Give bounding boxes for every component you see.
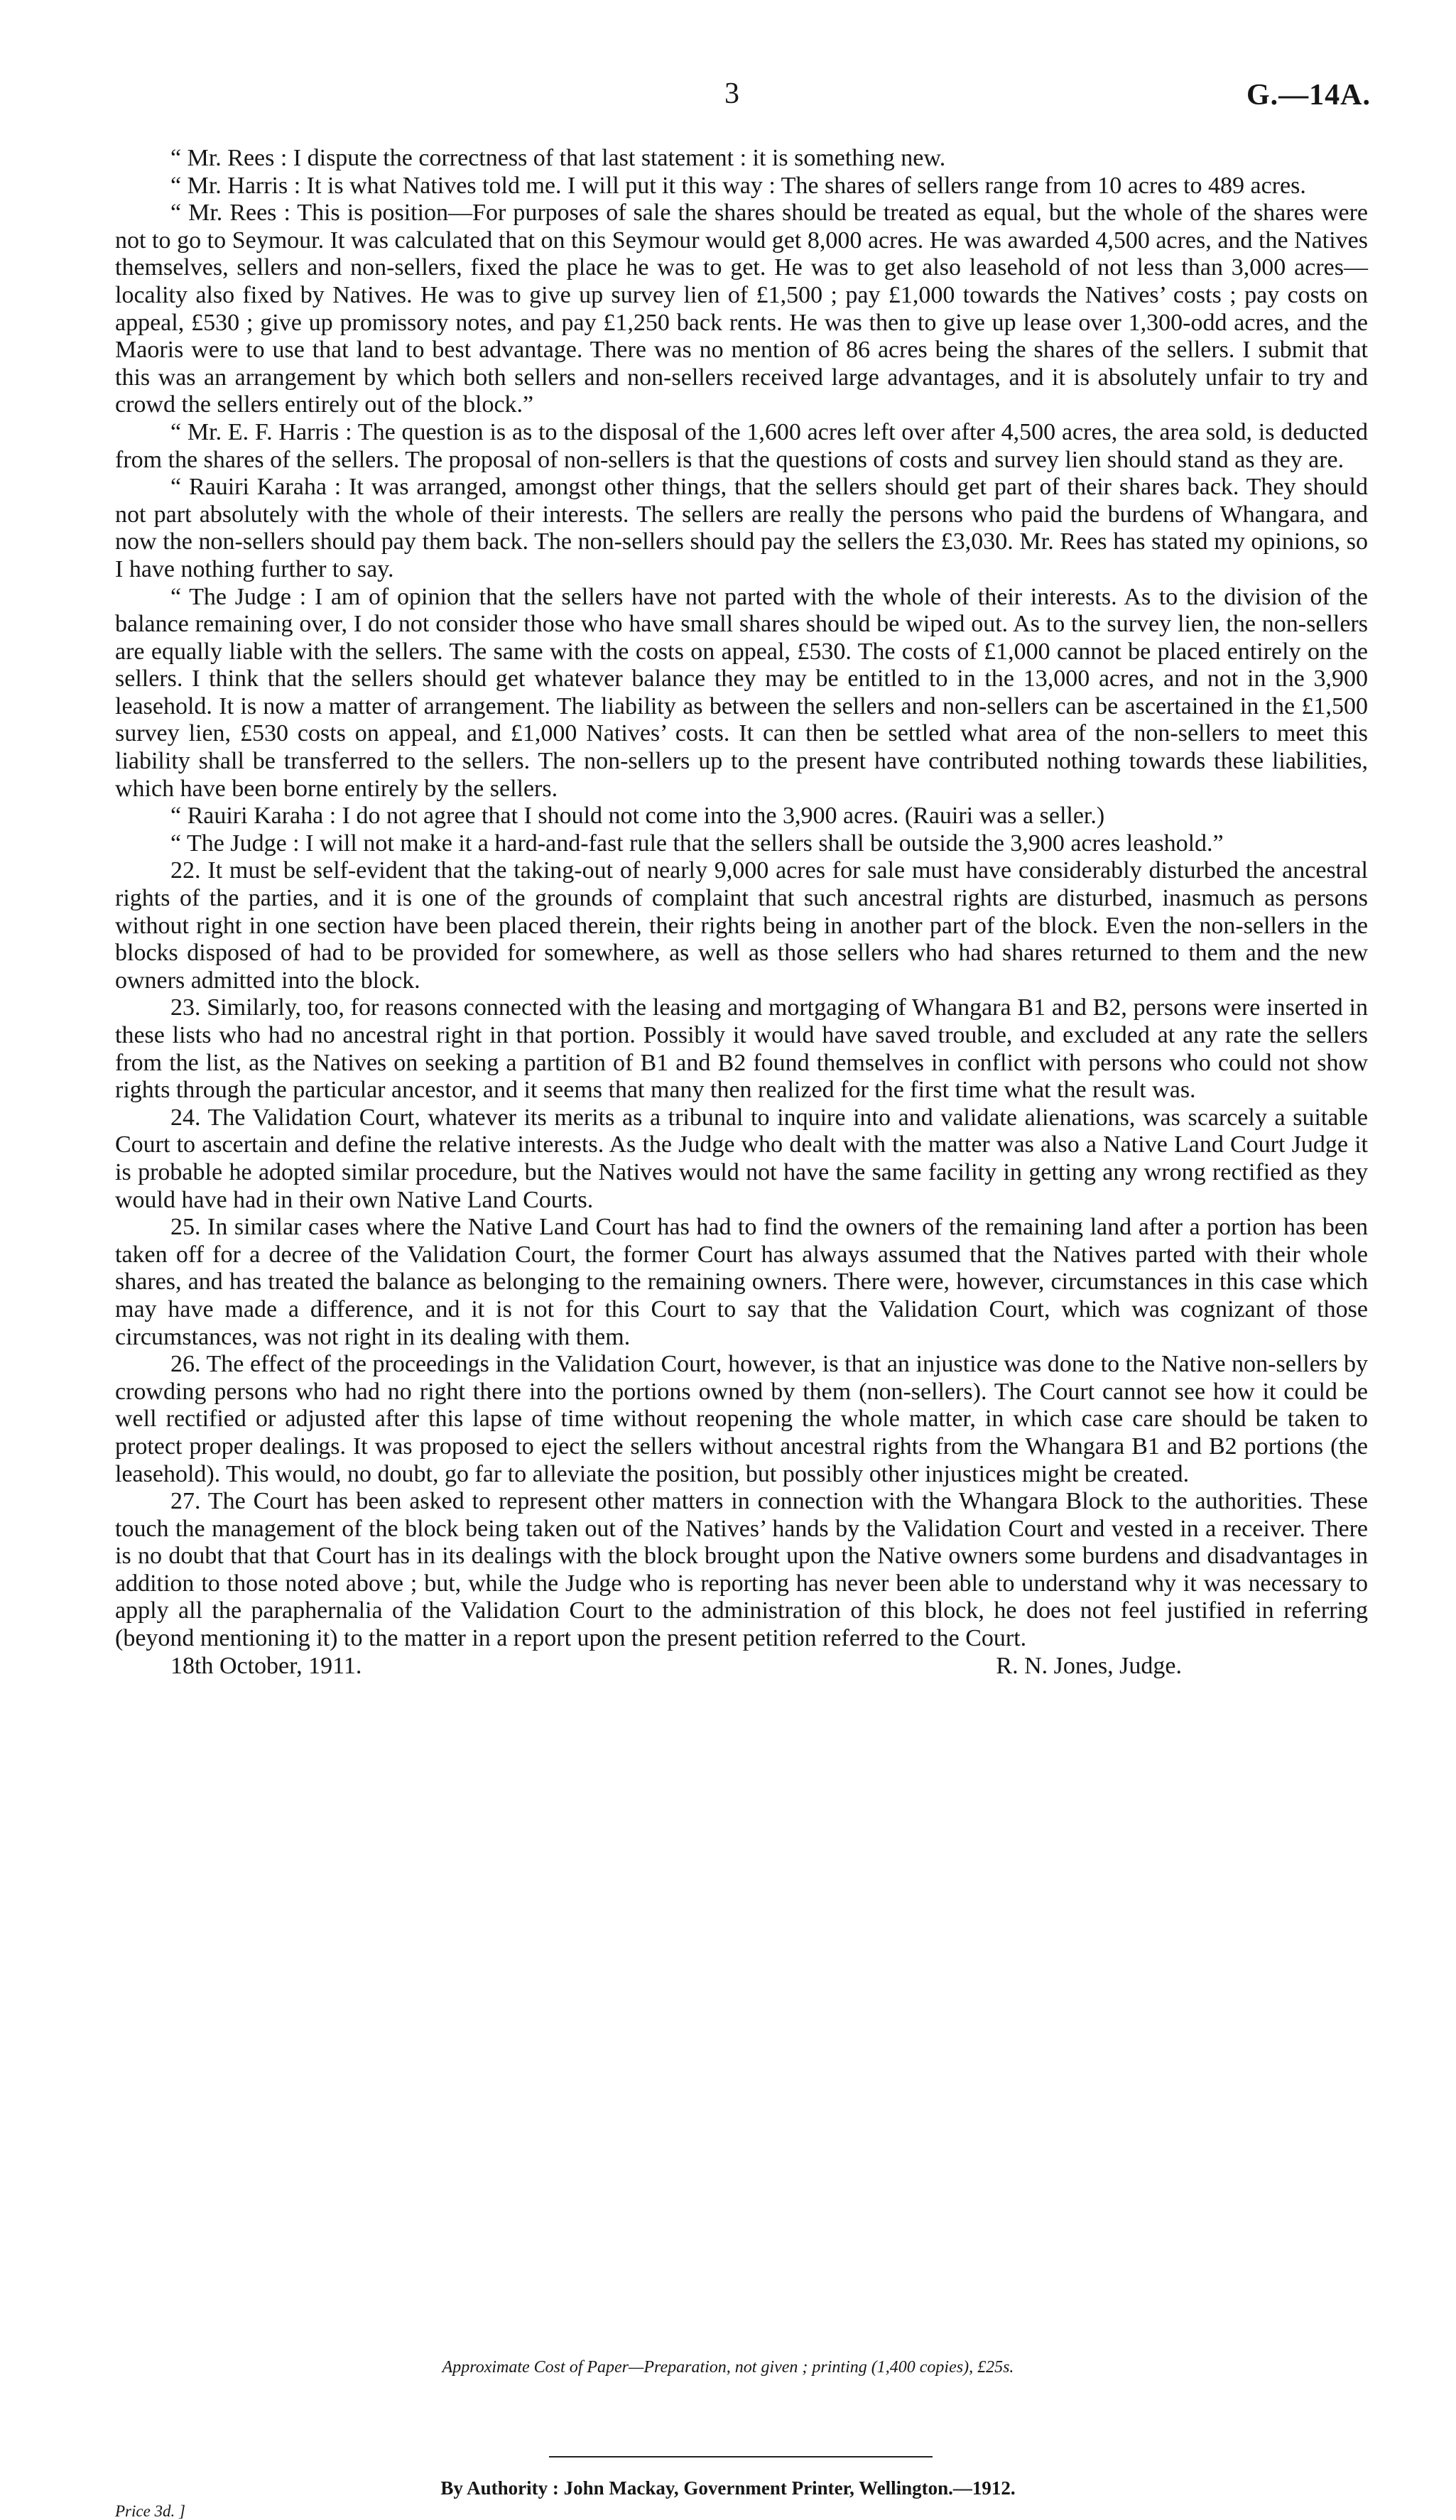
paragraph: “ The Judge : I am of opinion that the sellers have not parted with the whole of their interests. As to the division of the balance remaining over, I do not consider those who have small shares should be wiped out. As to the survey lien, the non-sellers are equally liable with the sellers. The same with the costs on appeal, £530. The costs of £1,000 cannot be placed entirely on the sellers. I think that the sellers should get whatever balance they may be entitled to in the 13,000 acres, and not in the 3,900 leasehold. It is now a matter of arrangement. The liability as between the sellers and non-sellers can be ascertained in the £1,500 survey lien, £530 costs on appeal, and £1,000 Natives’ costs. It can then be settled what area of the non-sellers to meet this liability shall be transferred to the sellers. The non-sellers up to the present have contributed nothing towards these liabilities, which have been borne entirely by the sellers. <box>115 583 1368 802</box>
paragraph: “ The Judge : I will not make it a hard-and-fast rule that the sellers shall be outside the 3,900 acres leashold.” <box>170 830 1224 857</box>
document-reference: G.—14A. <box>1246 79 1371 112</box>
paragraph: “ Mr. E. F. Harris : The question is as to the disposal of the 1,600 acres left over after 4,500 acres, the area sold, is deducted from the shares of the sellers. The proposal of non-sellers is that the questions of costs and survey lien should stand as they are. <box>115 418 1368 473</box>
paragraph: 25. In similar cases where the Native Land Court has had to find the owners of the remaining land after a portion has been taken off for a decree of the Validation Court, the former Court has always assumed that the Natives parted with their whole shares, and has treated the balance as belonging to the remaining owners. There were, however, circumstances in this case which may have made a difference, and it is not for this Court to say that the Validation Court, which was cognizant of those circumstances, was not right in its dealing with them. <box>115 1214 1368 1350</box>
paragraph: 22. It must be self-evident that the taking-out of nearly 9,000 acres for sale must have considerably disturbed the ancestral rights of the parties, and it is one of the grounds of complaint that such ancestral rights are disturbed, inasmuch as persons without right in one section have been placed therein, their rights being in another part of the block. Even the non-sellers in the blocks disposed of had to be provided for somewhere, as well as those sellers who had shares returned to them and the new owners admitted into the block. <box>115 857 1368 994</box>
cost-footnote: Approximate Cost of Paper—Preparation, not given ; printing (1,400 copies), £25s. <box>442 2358 1014 2377</box>
body-text <box>115 145 1368 1681</box>
paragraph: “ Rauiri Karaha : It was arranged, amongst other things, that the sellers should get part of their shares back. They should not part absolutely with the whole of their interests. The sellers are really the persons who paid the burdens of Whangara, and now the non-sellers should pay them back. The non-sellers should pay the sellers the £3,030. Mr. Rees has stated my opinions, so I have nothing further to say. <box>115 474 1368 582</box>
page-number: 3 <box>724 77 739 110</box>
paragraph: 23. Similarly, too, for reasons connected with the leasing and mortgaging of Whangara B1 and B2, persons were inserted in these lists who had no ancestral right in that portion. Possibly it would have saved trouble, and excluded at any rate the sellers from the list, as the Natives on seeking a partition of B1 and B2 found themselves in conflict with persons who could not show rights through the particular ancestor, and it seems that many then realized for the first time what the result was. <box>115 994 1368 1104</box>
paragraph: “ Mr. Rees : This is position—For purposes of sale the shares should be treated as equal, but the whole of the shares were not to go to Seymour. It was calculated that on this Seymour would get 8,000 acres. He was awarded 4,500 acres, and the Natives themselves, sellers and non-sellers, fixed the place he was to get. He was to get also leasehold of not less than 3,000 acres—locality also fixed by Natives. He was to give up survey lien of £1,500 ; pay £1,000 towards the Natives’ costs ; pay costs on appeal, £530 ; give up promissory notes, and pay £1,250 back rents. He was then to give up lease over 1,300-odd acres, and the Maoris were to use that land to best advantage. There was no mention of 86 acres being the shares of the sellers. I submit that this was an arrangement by which both sellers and non-sellers received large advantages, and it is absolutely unfair to try and crowd the sellers entirely out of the block.” <box>115 200 1368 418</box>
paragraph: “ Mr. Harris : It is what Natives told me. I will put it this way : The shares of sellers range from 10 acres to 489 acres. <box>170 172 1306 199</box>
paragraph: 27. The Court has been asked to represent other matters in connection with the Whangara Block to the authorities. These touch the management of the block being taken out of the Natives’ hands by the Validation Court and vested in a receiver. There is no doubt that that Court has in its dealings with the block brought upon the Native owners some burdens and disadvantages in addition to those noted above ; but, while the Judge who is reporting has never been able to understand why it was necessary to apply all the paraphernalia of the Validation Court to the administration of this block, he does not feel justified in referring (beyond mentioning it) to the matter in a report upon the present petition referred to the Court. <box>115 1488 1368 1652</box>
signature-name: R. N. Jones, Judge. <box>996 1652 1182 1679</box>
signature-date: 18th October, 1911. <box>170 1652 362 1679</box>
paragraph: “ Rauiri Karaha : I do not agree that I should not come into the 3,900 acres. (Rauiri was a seller.) <box>170 803 1105 830</box>
paragraph: “ Mr. Rees : I dispute the correctness of that last statement : it is something new. <box>170 145 946 171</box>
paragraph: 24. The Validation Court, whatever its merits as a tribunal to inquire into and validate alienations, was scarcely a suitable Court to ascertain and define the relative interests. As the Judge who dealt with the matter was also a Native Land Court Judge it is probable he adopted similar procedure, but the Natives would not have the same facility in getting any wrong rectified as they would have had in their own Native Land Courts. <box>115 1104 1368 1213</box>
paragraph: 26. The effect of the proceedings in the Validation Court, however, is that an injustice was done to the Native non-sellers by crowding persons who had no right there into the portions owned by them (non-sellers). The Court cannot see how it could be well rectified or adjusted after this lapse of time without reopening the whole matter, in which case care should be taken to protect proper dealings. It was proposed to eject the sellers without ancestral rights from the Whangara B1 and B2 portions (the leasehold). This would, no doubt, go far to alleviate the position, but possibly other injustices might be created. <box>115 1351 1368 1487</box>
divider <box>549 2456 933 2457</box>
printer-authority: By Authority : John Mackay, Government Printer, Wellington.—1912. <box>440 2477 1016 2499</box>
price-note: Price 3d. ] <box>115 2502 186 2520</box>
signature-row <box>115 1653 1368 1681</box>
